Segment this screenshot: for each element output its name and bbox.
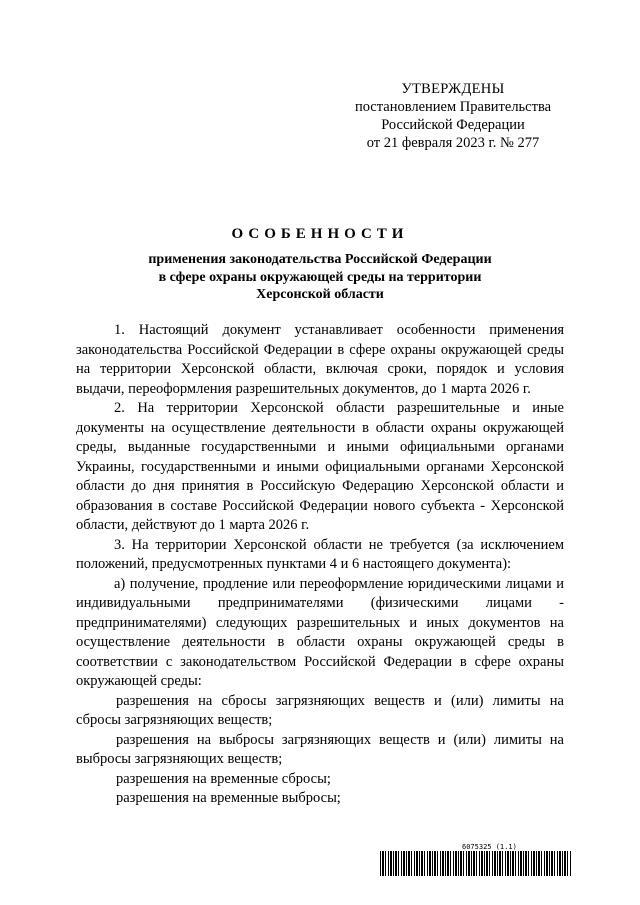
- document-title: ОСОБЕННОСТИ: [231, 226, 409, 242]
- document-body: [76, 321, 564, 809]
- barcode-block: [380, 843, 572, 876]
- approval-heading: УТВЕРЖДЕНЫ: [401, 81, 505, 97]
- barcode-number: 6075325 (1.1): [462, 843, 517, 851]
- paragraph-2: 2. На территории Херсонской области разрешительные и иные документы на осуществление деятельности в области охраны окружающей среды, выданные государственными и иными официальными органами Украины, государственными и иными официальными органами Херсонской области до дня принятия в Российскую Федерацию Херсонской области и образования в составе Российской Федерации нового субъекта - Херсонской области, действуют до 1 марта 2026 г.: [76, 400, 564, 533]
- barcode-image: [380, 851, 572, 876]
- paragraph-1: 1. Настоящий документ устанавливает особенности применения законодательства Российской Федерации в сфере охраны окружающей среды на территории Херсонской области, включая сроки, порядок и условия выдачи, переоформления разрешительных документов, до 1 марта 2026 г.: [76, 322, 564, 397]
- paragraph-3: 3. На территории Херсонской области не требуется (за исключением положений, предусмотренных пунктами 4 и 6 настоящего документа):: [76, 536, 564, 572]
- approval-line: постановлением Правительства: [354, 99, 552, 115]
- subtitle-line: Херсонской области: [256, 287, 384, 302]
- list-item: разрешения на выбросы загрязняющих веществ и (или) лимиты на выбросы загрязняющих веществ;: [76, 731, 564, 767]
- subtitle-line: в сфере охраны окружающей среды на территории: [158, 269, 482, 285]
- list-item: разрешения на сбросы загрязняющих веществ и (или) лимиты на сбросы загрязняющих веществ;: [76, 692, 564, 728]
- document-subtitle: [120, 251, 520, 304]
- list-item: разрешения на временные сбросы;: [116, 770, 331, 787]
- approval-line: Российской Федерации: [381, 117, 525, 133]
- approval-date-number: от 21 февраля 2023 г. № 277: [366, 135, 540, 151]
- subparagraph-a: а) получение, продление или переоформление юридическими лицами и индивидуальными предпринимателями (физическими лицами - предпринимателями) следующих разрешительных и иных документов на осуществление деятельности в области охраны окружающей среды в соответствии с законодательством Российской Федерации в сфере охраны окружающей среды:: [76, 575, 564, 689]
- subtitle-line: применения законодательства Российской Федерации: [148, 252, 492, 267]
- approval-stamp: [328, 80, 578, 152]
- list-item: разрешения на временные выбросы;: [116, 790, 341, 806]
